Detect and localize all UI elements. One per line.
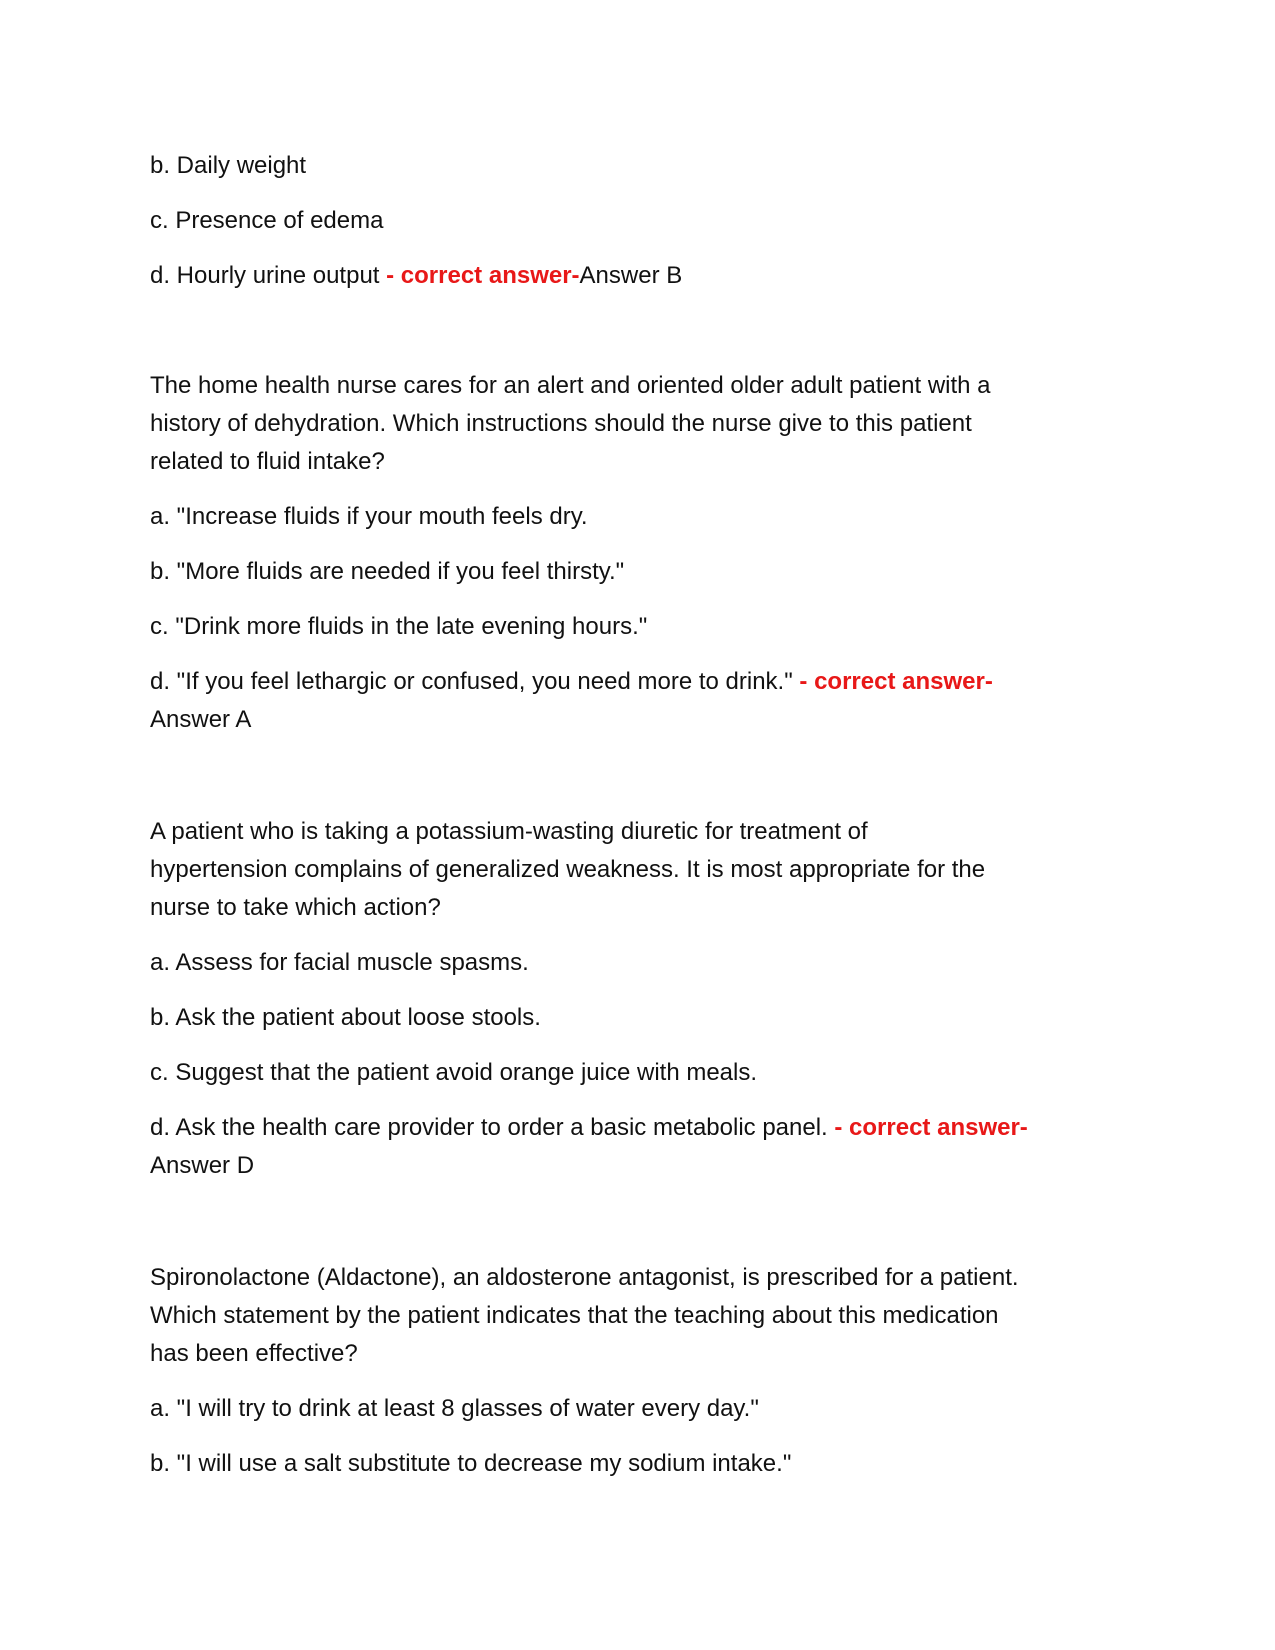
correct-answer-marker: - correct answer- (799, 668, 993, 695)
option-text: a. "Increase fluids if your mouth feels dry. (150, 503, 588, 530)
option-text: b. "I will use a salt substitute to decrease my sodium intake." (150, 1450, 792, 1477)
option-text: c. Presence of edema (150, 207, 384, 234)
answer-text: Answer B (579, 262, 683, 289)
option-text: c. "Drink more fluids in the late evening hours." (150, 613, 648, 640)
option-text (150, 668, 993, 696)
option-text: b. Daily weight (150, 152, 307, 179)
question-stem: Spironolactone (Aldactone), an aldosterone antagonist, is prescribed for a patient. (150, 1264, 1019, 1291)
question-stem: The home health nurse cares for an alert and oriented older adult patient with a (150, 372, 991, 399)
question-stem: related to fluid intake? (150, 448, 385, 475)
option-text: b. Ask the patient about loose stools. (150, 1004, 541, 1031)
option-text (150, 262, 682, 290)
option-text: b. "More fluids are needed if you feel thirsty." (150, 558, 625, 585)
option-d: d. "If you feel lethargic or confused, you need more to drink." (150, 668, 800, 695)
option-text (150, 1114, 1028, 1142)
option-d: d. Ask the health care provider to order a basic metabolic panel. (150, 1114, 835, 1141)
question-stem: history of dehydration. Which instructions should the nurse give to this patient (150, 410, 972, 437)
correct-answer-marker: - correct answer- (834, 1114, 1028, 1141)
question-stem: A patient who is taking a potassium-wasting diuretic for treatment of (150, 818, 868, 845)
answer-text: Answer A (150, 706, 252, 733)
option-text: a. Assess for facial muscle spasms. (150, 949, 529, 976)
correct-answer-marker: - correct answer- (386, 262, 580, 289)
option-text: c. Suggest that the patient avoid orange juice with meals. (150, 1059, 758, 1086)
answer-text: Answer D (150, 1152, 255, 1179)
question-stem: hypertension complains of generalized weakness. It is most appropriate for the (150, 856, 986, 883)
question-stem: has been effective? (150, 1340, 358, 1367)
question-stem: Which statement by the patient indicates that the teaching about this medication (150, 1302, 999, 1329)
option-text: a. "I will try to drink at least 8 glasses of water every day." (150, 1395, 759, 1422)
question-stem: nurse to take which action? (150, 894, 441, 921)
option-d: d. Hourly urine output (150, 262, 387, 289)
